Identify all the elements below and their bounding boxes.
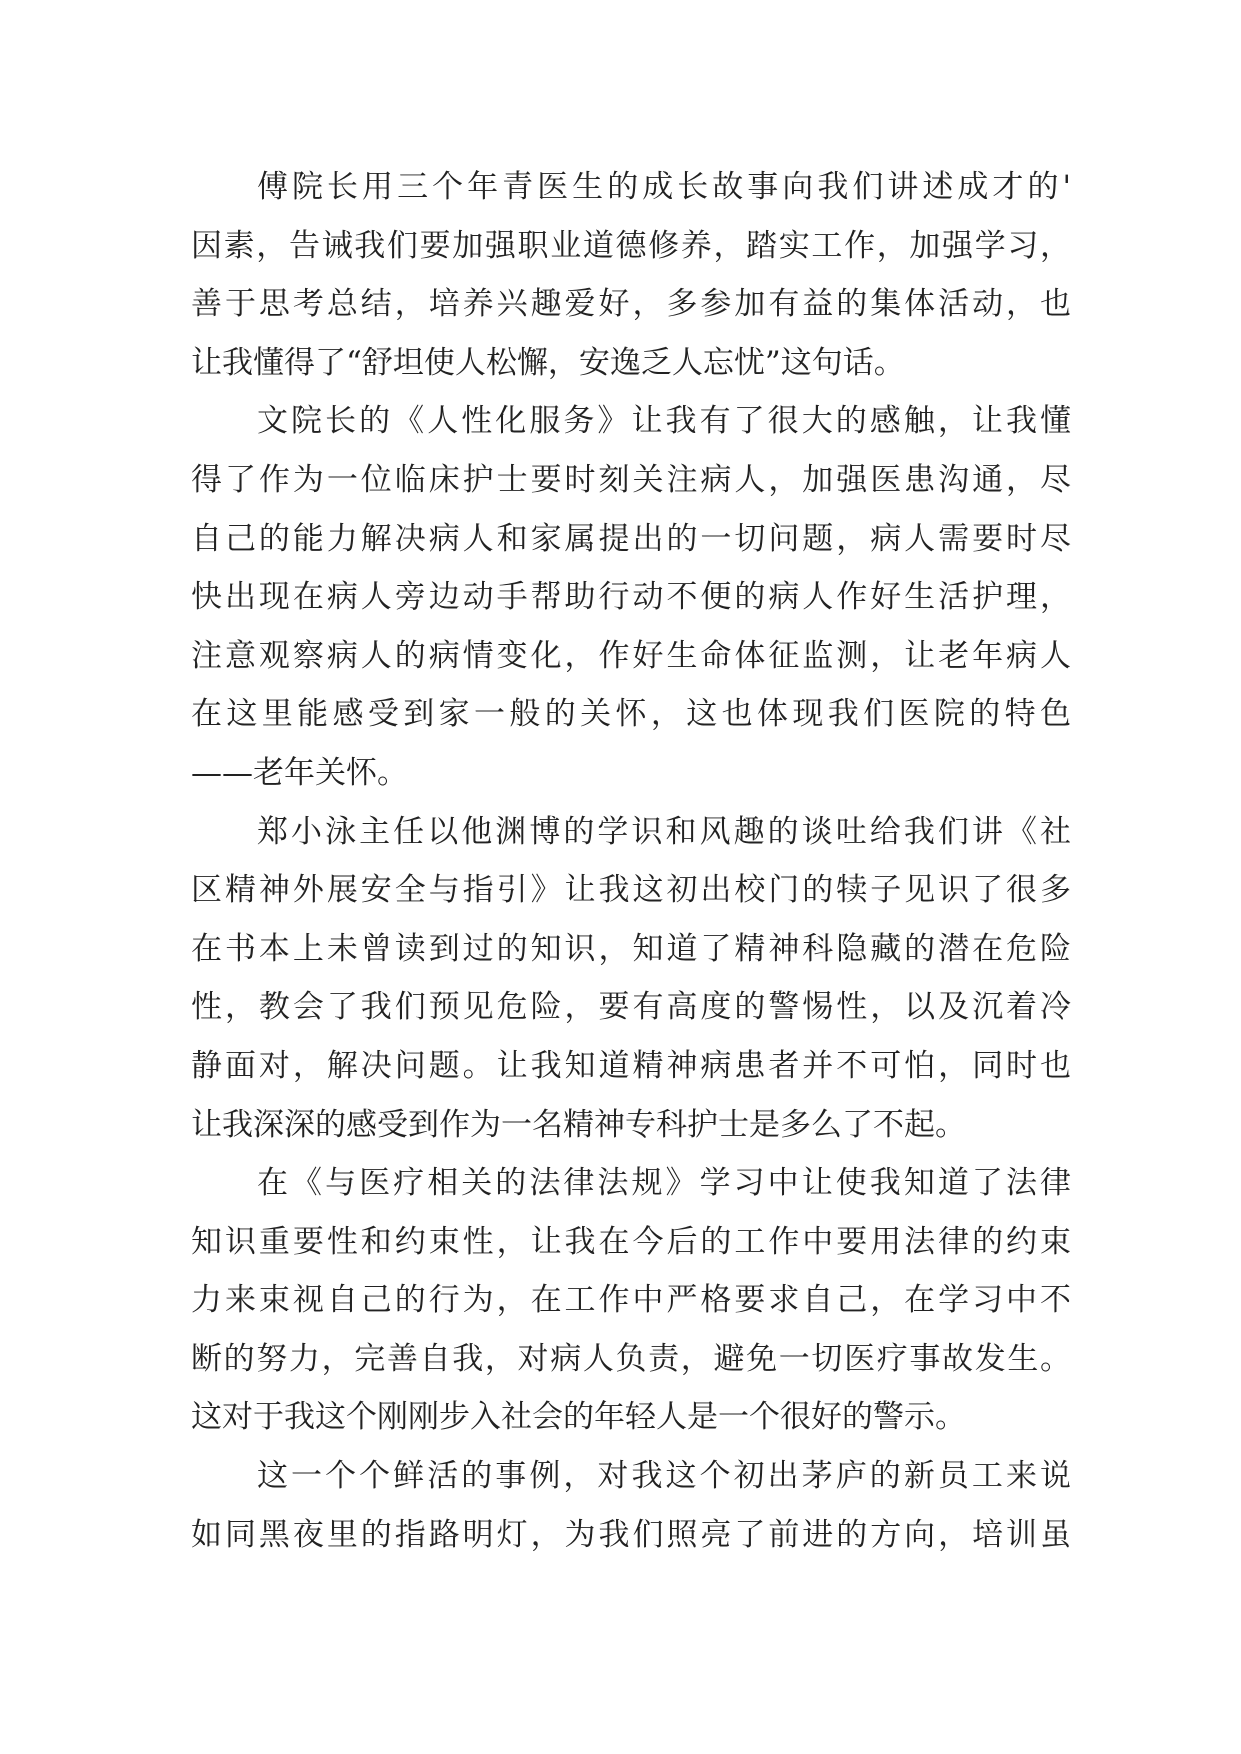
paragraph-3 (191, 803, 1071, 1155)
paragraph-4 (191, 1154, 1071, 1447)
text-line: 在《与医疗相关的法律法规》学习中让使我知道了法律 (257, 1165, 1071, 1202)
text-line: 区精神外展安全与指引》让我这初出校门的犊子见识了很多 (191, 872, 1071, 909)
text-line: 让我懂得了“舒坦使人松懈，安逸乏人忘忧”这句话。 (191, 344, 905, 381)
paragraph-2 (191, 392, 1071, 802)
text-line: 快出现在病人旁边动手帮助行动不便的病人作好生活护理， (191, 579, 1071, 616)
text-line: 注意观察病人的病情变化，作好生命体征监测，让老年病人 (191, 637, 1071, 674)
text-line: 得了作为一位临床护士要时刻关注病人，加强医患沟通，尽 (191, 461, 1071, 498)
text-line: 如同黑夜里的指路明灯，为我们照亮了前进的方向，培训虽 (191, 1516, 1071, 1553)
text-line: 善于思考总结，培养兴趣爱好，多参加有益的集体活动，也 (191, 286, 1071, 323)
text-line: 让我深深的感受到作为一名精神专科护士是多么了不起。 (191, 1106, 966, 1143)
text-line: 文院长的《人性化服务》让我有了很大的感触，让我懂 (257, 403, 1071, 440)
document-body (191, 158, 1071, 1564)
paragraph-5 (191, 1447, 1071, 1564)
text-line: 力来束视自己的行为，在工作中严格要求自己，在学习中不 (191, 1282, 1071, 1319)
text-line: 静面对，解决问题。让我知道精神病患者并不可怕，同时也 (191, 1047, 1071, 1084)
paragraph-1 (191, 158, 1071, 392)
text-line: 傅院长用三个年青医生的成长故事向我们讲述成才的' (257, 169, 1071, 205)
text-line: 在书本上未曾读到过的知识，知道了精神科隐藏的潜在危险 (191, 930, 1071, 967)
text-line: 断的努力，完善自我，对病人负责，避免一切医疗事故发生。 (191, 1340, 1071, 1377)
text-line: ——老年关怀。 (191, 754, 408, 791)
text-line: 在这里能感受到家一般的关怀，这也体现我们医院的特色 (191, 696, 1071, 733)
text-line: 这一个个鲜活的事例，对我这个初出茅庐的新员工来说 (257, 1458, 1071, 1495)
text-line: 郑小泳主任以他渊博的学识和风趣的谈吐给我们讲《社 (257, 813, 1071, 850)
text-line: 性，教会了我们预见危险，要有高度的警惕性，以及沉着冷 (191, 989, 1071, 1026)
text-line: 因素，告诫我们要加强职业道德修养，踏实工作，加强学习， (191, 227, 1071, 264)
text-line: 自己的能力解决病人和家属提出的一切问题，病人需要时尽 (191, 520, 1071, 557)
text-line: 知识重要性和约束性，让我在今后的工作中要用法律的约束 (191, 1223, 1071, 1260)
text-line: 这对于我这个刚刚步入社会的年轻人是一个很好的警示。 (191, 1399, 966, 1436)
